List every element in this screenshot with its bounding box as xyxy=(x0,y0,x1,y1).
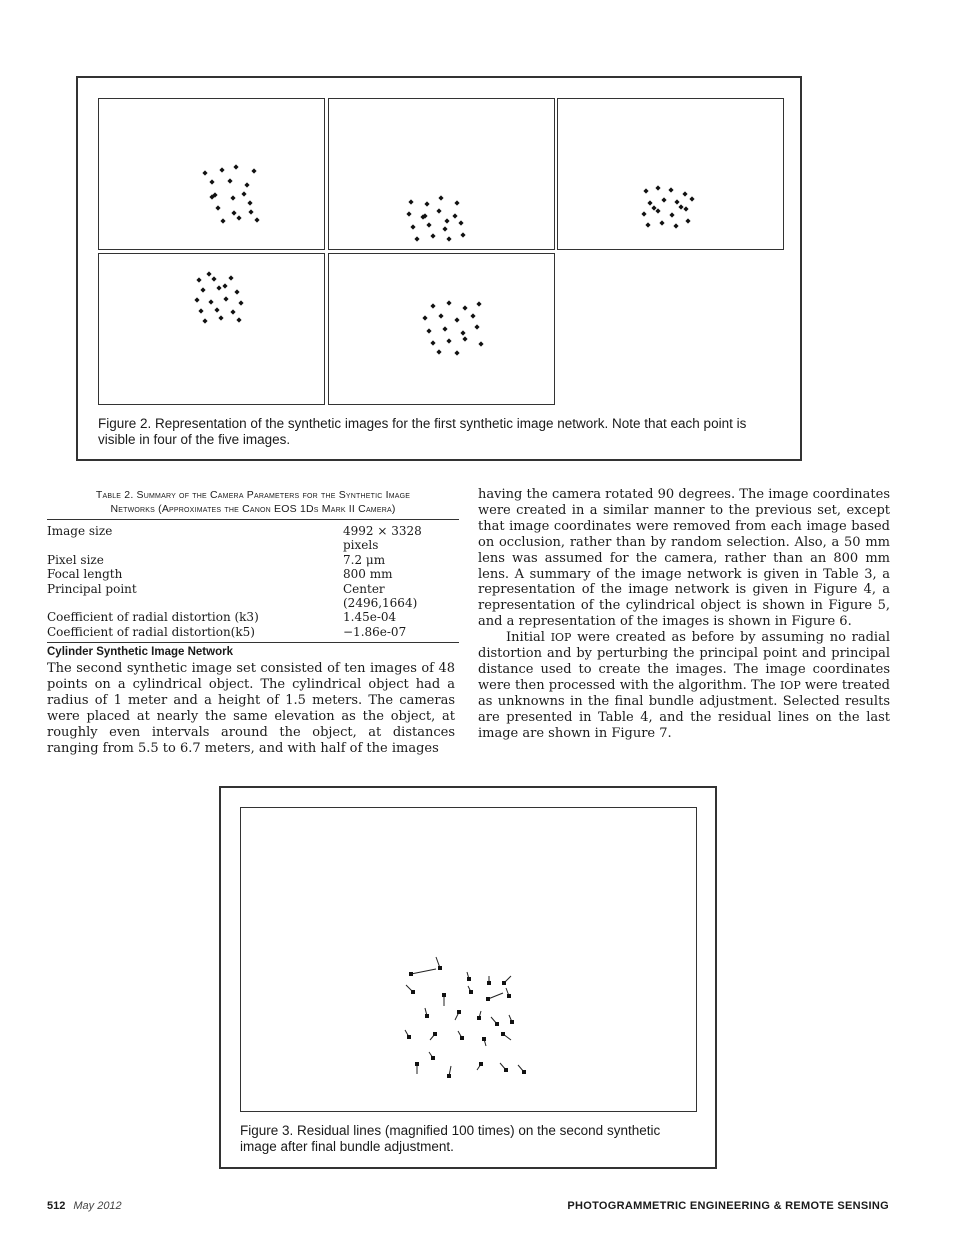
image-point-marker xyxy=(431,1056,435,1060)
synthetic-image-panel-1 xyxy=(98,98,325,250)
image-point-marker xyxy=(236,317,241,322)
image-point-marker xyxy=(211,276,216,281)
point-plot-5 xyxy=(329,254,556,406)
image-point-marker xyxy=(655,185,660,190)
image-point-marker xyxy=(486,997,490,1001)
figure-2 xyxy=(76,76,802,461)
residual-line xyxy=(488,993,503,999)
synthetic-image-panel-3 xyxy=(557,98,784,250)
image-point-marker xyxy=(678,204,683,209)
image-point-marker xyxy=(444,218,449,223)
image-point-marker xyxy=(215,205,220,210)
image-point-marker xyxy=(425,1014,429,1018)
image-point-marker xyxy=(227,178,232,183)
footer-left xyxy=(47,1200,122,1212)
image-point-marker xyxy=(467,977,471,981)
page-number: 512 xyxy=(47,1200,66,1212)
synthetic-image-panel-4 xyxy=(98,253,325,405)
image-point-marker xyxy=(241,191,246,196)
image-point-marker xyxy=(645,222,650,227)
image-point-marker xyxy=(219,167,224,172)
image-point-marker xyxy=(454,200,459,205)
section-paragraph: The second synthetic image set consisted of ten images of 48 points on a cylindrical object. The cylindrical object had a radius of 1 meter and a height of 1.5 meters. The cameras were placed at nearly the same elevation as the object, at roughly even intervals around the object, at distances ranging from 5.5 to 6.7 meters, and with half of the images xyxy=(47,661,455,756)
image-point-marker xyxy=(477,1016,481,1020)
image-point-marker xyxy=(504,1068,508,1072)
image-point-marker xyxy=(220,218,225,223)
image-point-marker xyxy=(647,200,652,205)
table-row xyxy=(47,610,459,624)
image-point-marker xyxy=(194,297,199,302)
image-point-marker xyxy=(458,220,463,225)
image-point-marker xyxy=(196,277,201,282)
point-plot-4 xyxy=(99,254,326,406)
image-point-marker xyxy=(238,300,243,305)
image-point-marker xyxy=(507,994,511,998)
image-point-marker xyxy=(454,317,459,322)
image-point-marker xyxy=(254,217,259,222)
image-point-marker xyxy=(478,341,483,346)
image-point-marker xyxy=(436,349,441,354)
image-point-marker xyxy=(406,211,411,216)
image-point-marker xyxy=(223,296,228,301)
paragraph-2-text-b: were created as before by assuming no radial distortion and by perturbing the principal point and principal distance used to create the images. The image coordinates were then processed with the algorithm. The xyxy=(478,630,891,693)
image-point-marker xyxy=(438,195,443,200)
image-point-marker xyxy=(438,313,443,318)
image-point-marker xyxy=(426,328,431,333)
image-point-marker xyxy=(462,305,467,310)
image-point-marker xyxy=(410,224,415,229)
image-point-marker xyxy=(510,1020,514,1024)
synthetic-image-panel-2 xyxy=(328,98,555,250)
image-point-marker xyxy=(208,299,213,304)
paragraph-2-text-a: Initial xyxy=(506,630,551,646)
image-point-marker xyxy=(683,206,688,211)
image-point-marker xyxy=(209,179,214,184)
figure-3 xyxy=(219,786,717,1169)
image-point-marker xyxy=(236,215,241,220)
iop-abbreviation: IOP xyxy=(550,631,572,645)
image-point-marker xyxy=(438,966,442,970)
synthetic-image-panel-5 xyxy=(328,253,555,405)
image-point-marker xyxy=(460,330,465,335)
paragraph-2 xyxy=(478,630,890,741)
image-point-marker xyxy=(469,990,473,994)
image-point-marker xyxy=(247,200,252,205)
table-2 xyxy=(47,488,459,643)
param-value: 800 mm xyxy=(343,567,393,582)
image-point-marker xyxy=(234,289,239,294)
image-point-marker xyxy=(655,208,660,213)
point-plot-3 xyxy=(558,99,785,251)
table-row xyxy=(47,625,459,639)
residual-line xyxy=(411,969,436,974)
image-point-marker xyxy=(233,164,238,169)
journal-name: PHOTOGRAMMETRIC ENGINEERING & REMOTE SENSING xyxy=(567,1200,889,1212)
image-point-marker xyxy=(476,301,481,306)
param-value: 7.2 μm xyxy=(343,552,386,567)
image-point-marker xyxy=(230,309,235,314)
table-row xyxy=(47,553,459,567)
camera-parameters-table xyxy=(47,524,459,639)
point-plot-1 xyxy=(99,99,326,251)
image-point-marker xyxy=(651,205,656,210)
image-point-marker xyxy=(251,168,256,173)
image-point-marker xyxy=(407,1035,411,1039)
table-row xyxy=(47,567,459,581)
image-point-marker xyxy=(442,993,446,997)
image-point-marker xyxy=(474,324,479,329)
right-column-text xyxy=(478,487,890,742)
image-point-marker xyxy=(452,213,457,218)
image-point-marker xyxy=(454,350,459,355)
image-point-marker xyxy=(442,326,447,331)
image-point-marker xyxy=(430,303,435,308)
param-value: 1.45e-04 xyxy=(343,610,397,625)
image-point-marker xyxy=(202,170,207,175)
image-point-marker xyxy=(415,1062,419,1066)
image-point-marker xyxy=(446,338,451,343)
image-point-marker xyxy=(674,199,679,204)
image-point-marker xyxy=(501,1032,505,1036)
table-2-caption-line-2: Networks (Approximates the Canon EOS 1Ds Mark II Camera) xyxy=(110,503,396,515)
image-point-marker xyxy=(244,182,249,187)
image-point-marker xyxy=(409,972,413,976)
image-point-marker xyxy=(426,222,431,227)
image-point-marker xyxy=(661,197,666,202)
param-label: Principal point xyxy=(47,581,137,596)
figure-2-caption: Figure 2. Representation of the synthetic images for the first synthetic image network. Note that each point is visible in four of the five images. xyxy=(98,416,747,447)
param-value: −1.86e-07 xyxy=(343,624,407,639)
image-point-marker xyxy=(643,188,648,193)
image-point-marker xyxy=(457,1010,461,1014)
table-2-caption xyxy=(47,488,459,516)
table-bottom-rule xyxy=(47,642,459,643)
table-2-caption-line-1: Table 2. Summary of the Camera Parameters for the Synthetic Image xyxy=(95,489,411,501)
image-point-marker xyxy=(202,318,207,323)
image-point-marker xyxy=(641,211,646,216)
image-point-marker xyxy=(433,1032,437,1036)
figure-3-caption: Figure 3. Residual lines (magnified 100 times) on the second synthetic image after final bundle adjustment. xyxy=(240,1123,661,1154)
image-point-marker xyxy=(430,233,435,238)
point-plot-2 xyxy=(329,99,556,251)
section-heading: Cylinder Synthetic Image Network xyxy=(47,646,233,658)
table-row xyxy=(47,524,459,553)
image-point-marker xyxy=(460,232,465,237)
image-point-marker xyxy=(231,210,236,215)
image-point-marker xyxy=(682,191,687,196)
image-point-marker xyxy=(442,226,447,231)
image-point-marker xyxy=(436,208,441,213)
image-point-marker xyxy=(659,220,664,225)
image-point-marker xyxy=(200,287,205,292)
image-point-marker xyxy=(414,236,419,241)
image-point-marker xyxy=(230,195,235,200)
iop-abbreviation: IOP xyxy=(779,678,801,692)
issue-date: May 2012 xyxy=(73,1200,122,1212)
paragraph-1: having the camera rotated 90 degrees. The image coordinates were created in a similar manner to the previous set, except that image coordinates were removed from each image based on occlusion, rather than by random selection. Also, a 50 mm lens was assumed for the camera, rather than an 800 mm lens. A summary of the image network is given in Table 3, a representation of the image network is given in Figure 4, a representation of the cylindrical object is shown in Figure 5, and a representation of the images is shown in Figure 6. xyxy=(478,487,890,630)
image-point-marker xyxy=(198,308,203,313)
image-point-marker xyxy=(522,1070,526,1074)
image-point-marker xyxy=(470,313,475,318)
image-point-marker xyxy=(222,283,227,288)
param-label: Image size xyxy=(47,524,113,538)
image-point-marker xyxy=(218,315,223,320)
image-point-marker xyxy=(430,340,435,345)
image-point-marker xyxy=(228,275,233,280)
image-point-marker xyxy=(502,981,506,985)
param-label: Coefficient of radial distortion(k5) xyxy=(47,624,255,639)
image-point-marker xyxy=(495,1022,499,1026)
image-point-marker xyxy=(668,187,673,192)
image-point-marker xyxy=(216,285,221,290)
paragraph-2-text-c: were treated as unknowns in the final bundle adjustment. Selected results are presented in Table 4, and the residual lines on the last image are shown in Figure 7. xyxy=(478,677,890,741)
image-point-marker xyxy=(447,1074,451,1078)
param-label: Pixel size xyxy=(47,552,104,567)
image-point-marker xyxy=(411,990,415,994)
table-top-rule xyxy=(47,519,459,520)
image-point-marker xyxy=(424,201,429,206)
image-point-marker xyxy=(487,981,491,985)
image-point-marker xyxy=(689,196,694,201)
image-point-marker xyxy=(248,209,253,214)
image-point-marker xyxy=(206,271,211,276)
table-row xyxy=(47,582,459,611)
image-point-marker xyxy=(462,336,467,341)
param-label: Coefficient of radial distortion (k3) xyxy=(47,610,259,625)
param-value: 4992 × 3328 pixels xyxy=(343,524,422,553)
image-point-marker xyxy=(446,236,451,241)
image-point-marker xyxy=(669,212,674,217)
image-point-marker xyxy=(685,218,690,223)
image-point-marker xyxy=(408,199,413,204)
residual-image-panel xyxy=(240,807,697,1112)
residual-plot xyxy=(241,808,698,1113)
image-point-marker xyxy=(673,223,678,228)
param-value: Center (2496,1664) xyxy=(343,581,418,611)
image-point-marker xyxy=(446,300,451,305)
image-point-marker xyxy=(482,1037,486,1041)
image-point-marker xyxy=(214,307,219,312)
param-label: Focal length xyxy=(47,567,123,582)
image-point-marker xyxy=(460,1036,464,1040)
image-point-marker xyxy=(479,1062,483,1066)
image-point-marker xyxy=(422,315,427,320)
